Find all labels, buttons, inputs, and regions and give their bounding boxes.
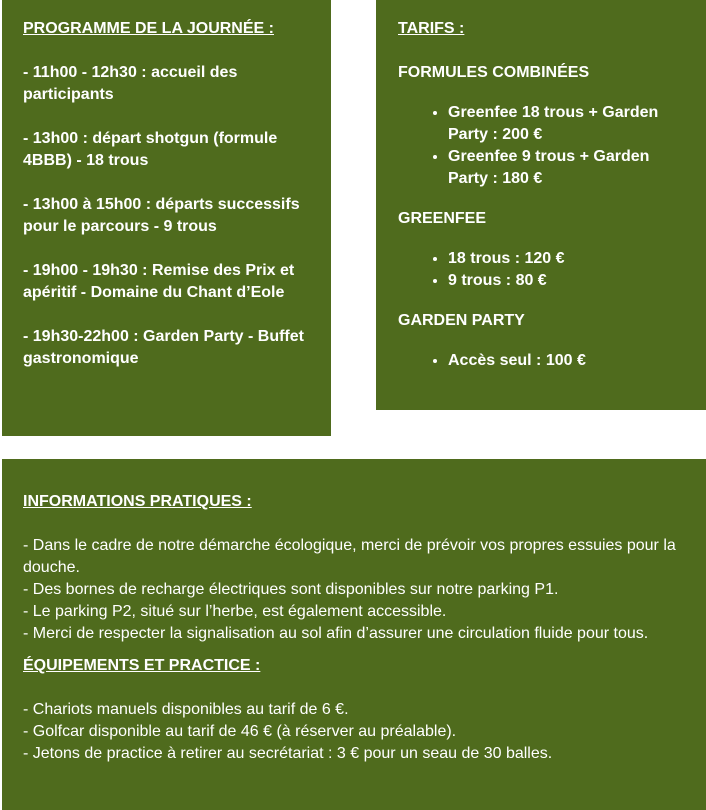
tarif-item: • 9 trous : 80 € — [448, 270, 686, 292]
tarifs-section-heading: GREENFEE — [398, 210, 487, 227]
information-line: - Dans le cadre de notre démarche écologique, merci de prévoir vos propres essuies pour la douche. — [23, 537, 676, 576]
equipement-line: - Golfcar disponible au tarif de 46 € (à réserver au préalable). — [23, 723, 457, 740]
information-line: - Le parking P2, situé sur l’herbe, est également accessible. — [23, 603, 447, 620]
programme-item: - 19h00 - 19h30 : Remise des Prix et apéritif - Domaine du Chant d’Eole — [23, 262, 295, 301]
programme-panel — [2, 0, 331, 436]
equipement-line: - Jetons de practice à retirer au secrétariat : 3 € pour un seau de 30 balles. — [23, 745, 553, 762]
programme-item: - 11h00 - 12h30 : accueil des participants — [23, 64, 238, 103]
programme-item: - 13h00 à 15h00 : départs successifs pour le parcours - 9 trous — [23, 196, 300, 235]
tarifs-section-heading: FORMULES COMBINÉES — [398, 64, 590, 81]
tarif-item: • Greenfee 18 trous + Garden Party : 200 € — [448, 102, 686, 146]
tarifs-section-heading: GARDEN PARTY — [398, 312, 525, 329]
programme-item: - 19h30-22h00 : Garden Party - Buffet gastronomique — [23, 328, 304, 367]
programme-title: PROGRAMME DE LA JOURNÉE : — [23, 20, 274, 37]
equipements-title: ÉQUIPEMENTS ET PRACTICE : — [23, 657, 261, 674]
informations-lines — [23, 535, 686, 645]
programme-item: - 13h00 : départ shotgun (formule 4BBB) - 18 trous — [23, 130, 278, 169]
tarif-item: • Accès seul : 100 € — [448, 350, 686, 372]
tarifs-list — [398, 350, 686, 372]
information-line: - Des bornes de recharge électriques sont disponibles sur notre parking P1. — [23, 581, 559, 598]
tarif-item: • Greenfee 9 trous + Garden Party : 180 € — [448, 146, 686, 190]
informations-panel — [2, 459, 706, 810]
information-line: - Merci de respecter la signalisation au sol afin d’assurer une circulation fluide pour tous. — [23, 625, 649, 642]
informations-title: INFORMATIONS PRATIQUES : — [23, 493, 252, 510]
equipements-lines — [23, 699, 686, 765]
tarifs-title: TARIFS : — [398, 20, 465, 37]
equipement-line: - Chariots manuels disponibles au tarif de 6 €. — [23, 701, 349, 718]
tarif-item: • 18 trous : 120 € — [448, 248, 686, 270]
tarifs-list — [398, 102, 686, 190]
tarifs-list — [398, 248, 686, 292]
tarifs-panel — [376, 0, 706, 410]
